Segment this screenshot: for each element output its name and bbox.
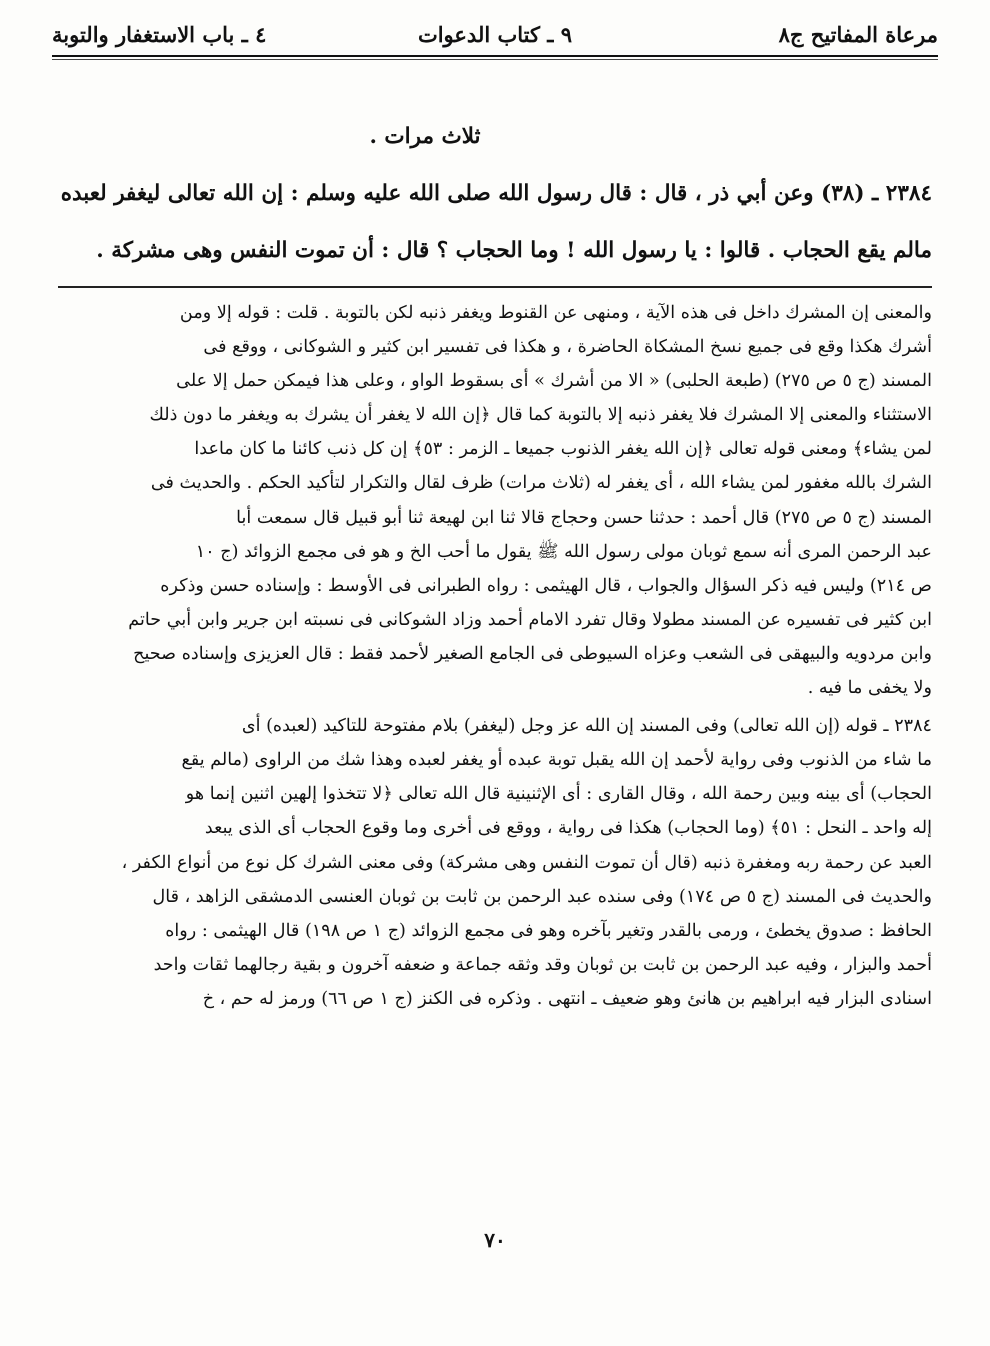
commentary-line: الشرك بالله مغفور لمن يشاء الله ، أى يغفر له (ثلاث مرات) ظرف لقال والتكرار لتأكيد الحكم . والحديث فى: [150, 473, 932, 494]
commentary-line: وابن مردويه والبيهقى فى الشعب وعزاه السيوطى فى الجامع الصغير لأحمد فقط : قال العزيزى وإسناده صحيح: [133, 643, 932, 664]
commentary-line: الحجاب) أى بينه وبين رحمة الله ، وقال القارى : أى الإثنينية قال الله تعالى ﴿لا تتخذوا إلهين اثنين إنما هو: [185, 784, 932, 805]
commentary-line: ما شاء من الذنوب وفى رواية لأحمد إن الله يقبل توبة عبده أو يغفر لعبده وهذا شك من الراوى (مالم يقع: [181, 750, 932, 771]
header-chapter: ٩ ـ كتاب الدعوات: [417, 22, 573, 47]
commentary-line: أشرك هكذا وقع فى جميع نسخ المشكاة الحاضرة ، و هكذا فى تفسير ابن كثير و الشوكانى ، ووقع فى: [203, 337, 932, 358]
commentary-line: الاستثناء والمعنى إلا المشرك فلا يغفر ذنبه إلا بالتوبة كما قال ﴿إن الله لا يغفر أن يشرك به ويغفر ما دون ذلك: [149, 405, 932, 426]
commentary-line: عبد الرحمن المرى أنه سمع ثوبان مولى رسول الله ﷺ يقول ما أحب الخ و هو فى مجمع الزوائد (ج ١٠: [195, 541, 932, 562]
header-rule: [52, 55, 938, 57]
hadith-line: ٢٣٨٤ ـ (٣٨) وعن أبي ذر ، قال : قال رسول الله صلى الله عليه وسلم : إن الله تعالى ليغفر لعبده: [60, 181, 932, 206]
commentary-paragraph-2: [58, 709, 932, 1016]
commentary-line: العبد عن رحمة ربه ومغفرة ذنبه (قال أن تموت النفس وهى مشركة) وفى معنى الشرك كل نوع من أنواع الكفر ،: [121, 852, 932, 873]
commentary-line: ٢٣٨٤ ـ قوله (إن الله تعالى) وفى المسند إن الله عز وجل (ليغفر) بلام مفتوحة للتاكيد (لعبده) أى: [241, 716, 932, 737]
header-rule-thin: [52, 59, 938, 60]
commentary-line: ص ٢١٤) وليس فيه ذكر السؤال والجواب ، قال الهيثمى : رواه الطبرانى فى الأوسط : وإسناده حسن وذكره: [160, 575, 932, 596]
commentary-line: الحافظ : صدوق يخطئ ، ورمى بالقدر وتغير بآخره وهو فى مجمع الزوائد (ج ١ ص ١٩٨) قال الهيثمى : رواه: [165, 920, 932, 941]
running-header: [52, 18, 938, 52]
header-book-title: مرعاة المفاتيح ج٨: [778, 22, 938, 47]
commentary-line: لمن يشاء﴾ ومعنى قوله تعالى ﴿إن الله يغفر الذنوب جميعا ـ الزمر : ٥٣﴾ إن كل ذنب كائنا ما كان ماعدا: [194, 439, 932, 460]
commentary-line: والمعنى إن المشرك داخل فى هذه الآية ، ومنهى عن القنوط ويغفر ذنبه لكن بالتوبة . قلت : قوله إلا ومن: [179, 303, 932, 323]
commentary: [58, 296, 932, 1016]
commentary-paragraph-1: [58, 296, 932, 705]
page-number: ٧٠: [484, 1228, 506, 1252]
section-divider: [58, 286, 932, 288]
commentary-line: إله واحد ـ النحل : ٥١﴾ (وما الحجاب) هكذا فى رواية ، ووقع فى أخرى وما وقوع الحجاب أى الذى يبعد: [204, 818, 932, 839]
hadith-text: [58, 108, 932, 279]
hadith-title-line: ثلاث مرات .: [369, 124, 481, 149]
commentary-line: المسند (ج ٥ ص ٢٧٥) قال أحمد : حدثنا حسن وحجاج قالا ثنا ابن لهيعة ثنا أبو قبيل قال سمعت أبا: [236, 507, 932, 528]
commentary-line: ابن كثير فى تفسيره عن المسند مطولا وقال تفرد الامام أحمد وزاد الشوكانى فى نسبته ابن جرير وابن أبي حاتم: [128, 609, 932, 630]
commentary-line: والحديث فى المسند (ج ٥ ص ١٧٤) وفى سنده عبد الرحمن بن ثابت بن ثوبان العنسى الدمشقى الزاهد ، قال: [152, 886, 932, 907]
commentary-line: ولا يخفى ما فيه .: [807, 678, 932, 699]
commentary-line: أحمد والبزار ، وفيه عبد الرحمن بن ثابت بن ثوبان وقد وثقه جماعة و ضعفه آخرون و بقية رجالهما ثقات واحد: [153, 954, 932, 975]
hadith-line: مالم يقع الحجاب . قالوا : يا رسول الله ! وما الحجاب ؟ قال : أن تموت النفس وهى مشركة .: [96, 238, 932, 263]
header-section: ٤ ـ باب الاستغفار والتوبة: [52, 22, 267, 47]
commentary-line: اسنادى البزار فيه ابراهيم بن هانئ وهو ضعيف ـ انتهى . وذكره فى الكنز (ج ١ ص ٦٦) ورمز له حم ، خ: [202, 988, 932, 1009]
commentary-line: المسند (ج ٥ ص ٢٧٥) (طبعة الحلبى) « الا من أشرك » أى بسقوط الواو ، وعلى هذا فيمكن حمل إلا على: [176, 371, 932, 392]
